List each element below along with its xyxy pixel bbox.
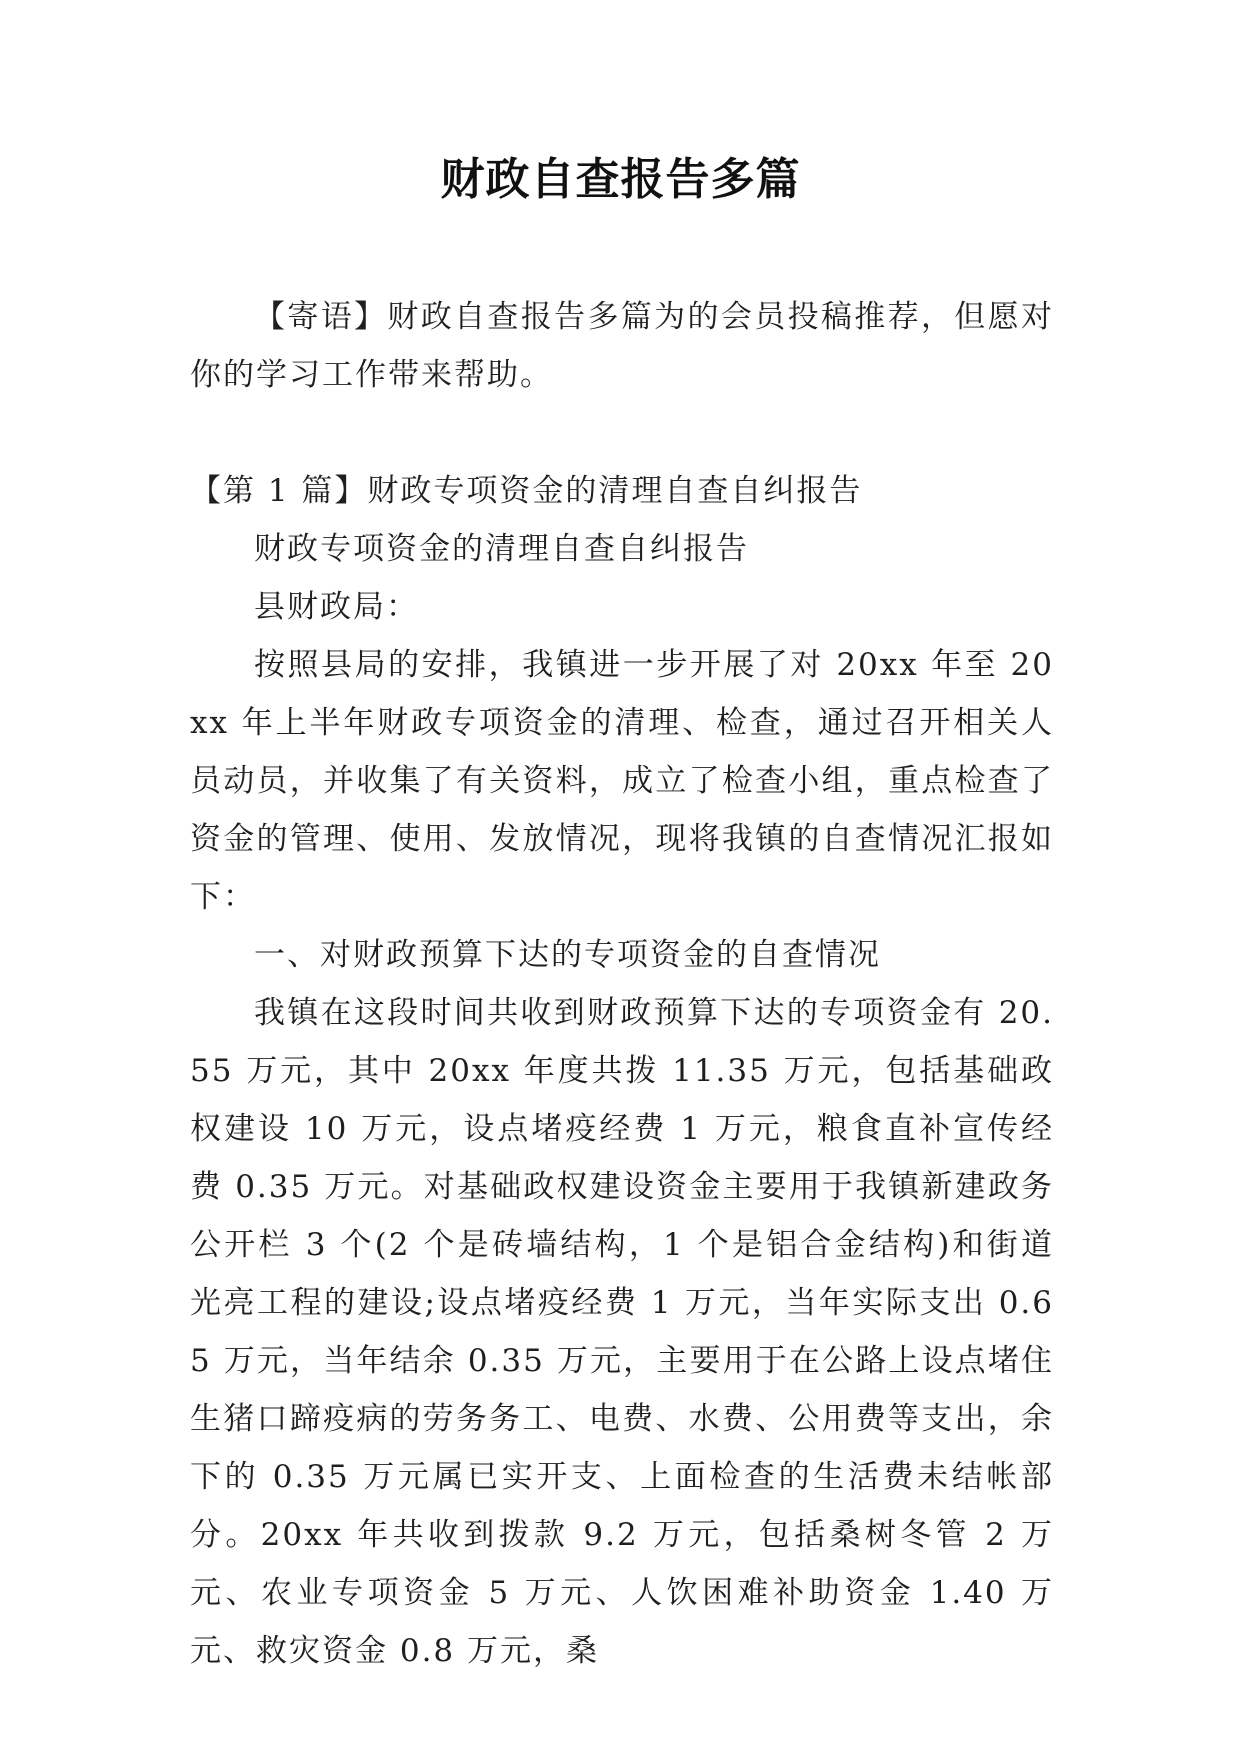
- document-title: 财政自查报告多篇: [440, 154, 801, 205]
- intro-block: [190, 288, 1054, 404]
- addressee: 县财政局：: [254, 589, 419, 625]
- section-heading: 【第 1 篇】财政专项资金的清理自查自纠报告: [190, 473, 863, 509]
- intro-paragraph: 【寄语】财政自查报告多篇为的会员投稿推荐，但愿对你的学习工作带来帮助。: [190, 299, 1054, 393]
- main-content: [190, 462, 1054, 1680]
- report-title: 财政专项资金的清理自查自纠报告: [254, 531, 749, 567]
- paragraph-1: 按照县局的安排，我镇进一步开展了对 20xx 年至 20xx 年上半年财政专项资金的清理、检查，通过召开相关人员动员，并收集了有关资料，成立了检查小组，重点检查了资金的管理、使用、发放情况，现将我镇的自查情况汇报如下：: [190, 647, 1054, 915]
- paragraph-2: 我镇在这段时间共收到财政预算下达的专项资金有 20.55 万元，其中 20xx 年度共拨 11.35 万元，包括基础政权建设 10 万元，设点堵疫经费 1 万元，粮食直补宣传经费 0.35 万元。对基础政权建设资金主要用于我镇新建政务公开栏 3 个(2 个是砖墙结构，1 个是铝合金结构)和街道光亮工程的建设;设点堵疫经费 1 万元，当年实际支出 0.65 万元，当年结余 0.35 万元，主要用于在公路上设点堵住生猪口蹄疫病的劳务务工、电费、水费、公用费等支出，余下的 0.35 万元属已实开支、上面检查的生活费未结帐部分。20xx 年共收到拨款 9.2 万元，包括桑树冬管 2 万元、农业专项资金 5 万元、人饮困难补助资金 1.40 万元、救灾资金 0.8 万元，桑: [190, 995, 1054, 1669]
- subheading-1: 一、对财政预算下达的专项资金的自查情况: [254, 937, 881, 973]
